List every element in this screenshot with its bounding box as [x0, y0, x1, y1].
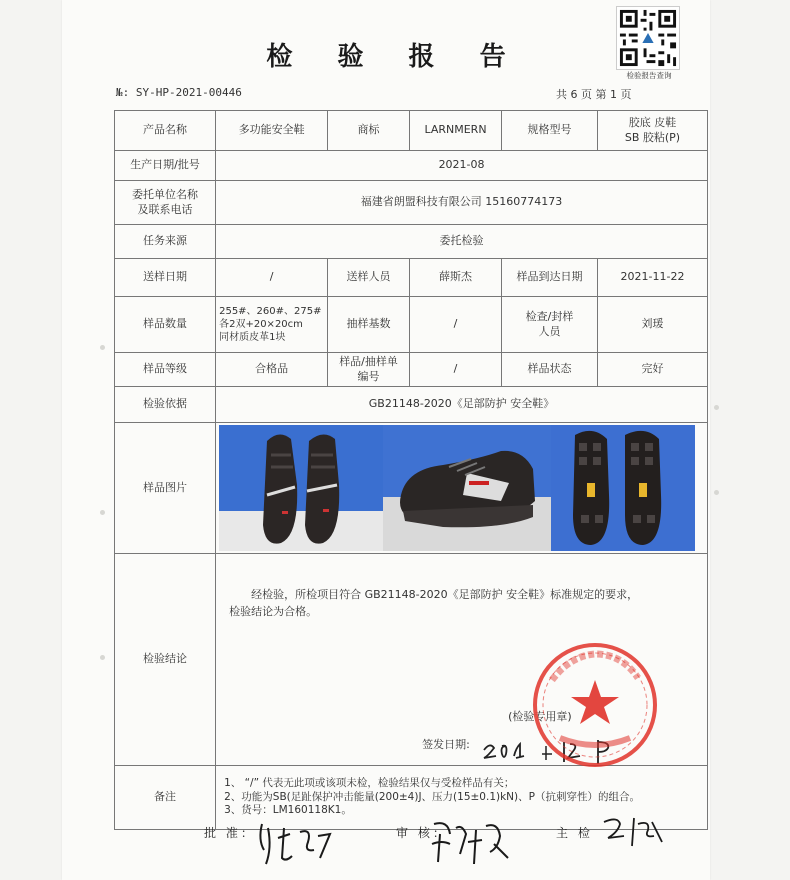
send-date: /	[216, 259, 328, 297]
cell-label: 样品图片	[115, 423, 216, 554]
cell-label: 备注	[115, 766, 216, 830]
table-row	[115, 353, 708, 387]
inspector-signature	[598, 812, 668, 852]
sender-value: 薛斯杰	[410, 259, 502, 297]
qr-code-icon[interactable]	[616, 6, 680, 70]
cell-label: 样品状态	[502, 353, 598, 387]
inspection-seal-icon	[530, 640, 660, 770]
qty-line: 各2双+20×20cm	[219, 319, 303, 330]
quantity-value	[216, 297, 328, 353]
cell-label: 样品到达日期	[502, 259, 598, 297]
shoe-photo-side	[383, 425, 551, 551]
arrive-date: 2021-11-22	[597, 259, 707, 297]
cell-label: 检验结论	[115, 554, 216, 766]
binder-hole	[714, 405, 719, 410]
seal-note: (检验专用章)	[508, 710, 572, 723]
model-line: 胶底 皮鞋	[628, 116, 677, 130]
cell-label: 任务来源	[115, 225, 216, 259]
cell-label: 商标	[328, 111, 410, 151]
label-line: 人员	[538, 324, 561, 338]
table-row	[115, 181, 708, 225]
binder-hole	[100, 345, 105, 350]
page-count: 共 6 页 第 1 页	[556, 88, 632, 101]
product-name: 多功能安全鞋	[216, 111, 328, 151]
label-line: 及联系电话	[137, 202, 193, 216]
cell-label: 送样人员	[328, 259, 410, 297]
label-line: 编号	[357, 369, 380, 383]
label-line: 委托单位名称	[132, 188, 199, 202]
report-title: 检 验 报 告	[266, 42, 524, 72]
sheet-value: /	[410, 353, 502, 387]
table-row	[115, 111, 708, 151]
state-value: 完好	[597, 353, 707, 387]
basis-value: GB21148-2020《足部防护 安全鞋》	[216, 387, 708, 423]
label-line: 样品/抽样单	[339, 355, 398, 369]
table-row	[115, 259, 708, 297]
shoe-photo-sole	[551, 425, 695, 551]
brand-value: LARNMERN	[410, 111, 502, 151]
table-row	[115, 225, 708, 259]
cell-label: 样品数量	[115, 297, 216, 353]
cell-label	[328, 353, 410, 387]
cell-label	[502, 297, 598, 353]
label-line: 检查/封样	[525, 310, 574, 324]
shoe-photo-top	[219, 425, 383, 551]
production-date: 2021-08	[216, 151, 708, 181]
sign-date-label: 签发日期:	[422, 738, 470, 751]
binder-hole	[100, 510, 105, 515]
model-line: SB 胶粘(P)	[624, 130, 681, 144]
cell-label: 抽样基数	[328, 297, 410, 353]
cell-label: 生产日期/批号	[115, 151, 216, 181]
grade-value: 合格品	[216, 353, 328, 387]
table-row	[115, 151, 708, 181]
cell-label: 规格型号	[502, 111, 598, 151]
main-inspector-label: 主 检	[556, 826, 593, 840]
conclusion-text: 经检验，所检项目符合 GB21148-2020《足部防护 安全鞋》标准规定的要求，	[251, 588, 639, 601]
table-row	[115, 423, 708, 554]
conclusion-text: 检验结论为合格。	[229, 605, 318, 619]
model-value	[597, 111, 707, 151]
cell-label: 样品等级	[115, 353, 216, 387]
table-row	[115, 297, 708, 353]
reviewer-signature	[428, 814, 514, 870]
cell-label: 产品名称	[115, 111, 216, 151]
qty-line: 同材质皮革1块	[219, 332, 286, 343]
cell-label: 检验依据	[115, 387, 216, 423]
client-value: 福建省朗盟科技有限公司 15160774173	[216, 181, 708, 225]
qr-caption: 检验报告查询	[626, 71, 672, 80]
approve-label: 批 准：	[204, 826, 256, 840]
review-label: 审 核：	[396, 826, 448, 840]
note-line: 2、功能为SB(足趾保护冲击能量(200±4)J、压力(15±0.1)kN)、P（抗刺穿性）的组合。	[224, 790, 640, 803]
report-number: №: SY-HP-2021-00446	[116, 86, 242, 99]
qty-line: 255#、260#、275#	[219, 306, 322, 317]
checker-value: 刘瑗	[597, 297, 707, 353]
table-row	[115, 387, 708, 423]
binder-hole	[714, 490, 719, 495]
note-line: 3、货号：LM160118K1。	[224, 804, 352, 817]
photo-strip	[216, 423, 708, 554]
cell-label: 送样日期	[115, 259, 216, 297]
cell-label	[115, 181, 216, 225]
binder-hole	[100, 655, 105, 660]
base-value: /	[410, 297, 502, 353]
note-line: 1、 “/” 代表无此项或该项未检，检验结果仅与受检样品有关；	[224, 777, 515, 790]
task-value: 委托检验	[216, 225, 708, 259]
approver-signature	[256, 818, 336, 870]
